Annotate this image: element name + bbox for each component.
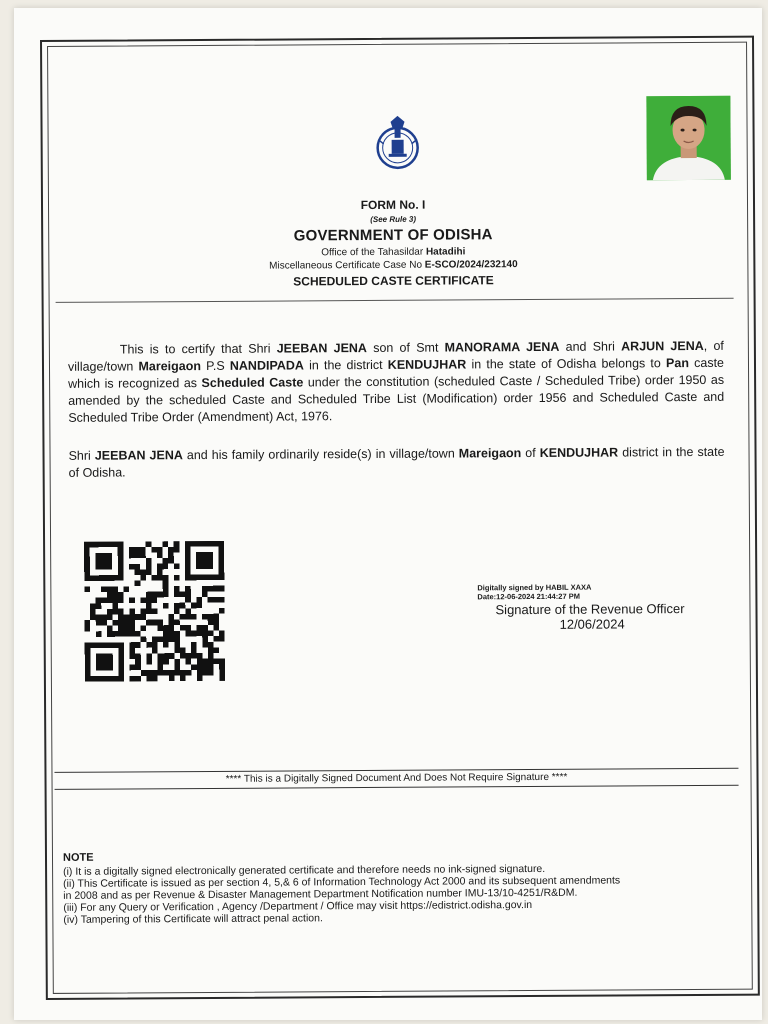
bold-field: Scheduled Caste — [201, 375, 304, 391]
certification-paragraph — [68, 338, 725, 427]
certificate-title: SCHEDULED CASTE CERTIFICATE — [293, 273, 494, 289]
signature-title: Signature of the Revenue Officer — [495, 601, 685, 618]
paragraph-text: district in the state of Odisha. — [68, 444, 725, 480]
paragraph-text: in the state of Odisha belongs to — [466, 356, 667, 372]
bold-field: ARJUN JENA — [621, 338, 704, 354]
bold-field: NANDIPADA — [229, 358, 304, 373]
note-item: (iii) For any Query or Verification , Agency /Department / Office may visit https://edistrict.odisha.gov.in — [63, 899, 533, 914]
signed-datetime: Date:12-06-2024 21:44:27 PM — [477, 591, 580, 602]
government-title: GOVERNMENT OF ODISHA — [293, 226, 493, 245]
paragraph-text: son of Smt — [366, 340, 445, 356]
case-number: E-SCO/2024/232140 — [424, 259, 518, 271]
paragraph-text: in the district — [303, 357, 388, 373]
paragraph-text: P.S — [200, 358, 230, 374]
paragraph-text: under the constitution (scheduled Caste / Scheduled Tribe) order 1950 as amended by the scheduled Caste and Scheduled Tribe List (Modification) order 1956 and Scheduled Caste and Scheduled Tribe Order (Amendment) Act, 1976. — [68, 372, 725, 425]
applicant-photo — [646, 96, 731, 181]
signature-date: 12/06/2024 — [559, 616, 625, 632]
bold-field: KENDUJHAR — [539, 445, 619, 460]
bold-field: KENDUJHAR — [387, 357, 467, 372]
paragraph-text: caste which is recognized as — [68, 355, 725, 391]
bold-field: MANORAMA JENA — [444, 339, 560, 355]
paragraph-text: , of village/town — [67, 338, 724, 374]
bold-field: JEEBAN JENA — [276, 341, 367, 356]
office-prefix: Office of the Tahasildar — [321, 246, 424, 259]
qr-code — [79, 541, 230, 682]
bold-field: JEEBAN JENA — [94, 448, 183, 463]
case-prefix: Miscellaneous Certificate Case No — [269, 259, 423, 272]
see-rule: (See Rule 3) — [370, 214, 417, 224]
bold-field: Mareigaon — [138, 359, 202, 374]
digital-signer: Digitally signed by HABIL XAXA — [477, 582, 592, 593]
paragraph-text: and his family ordinarily reside(s) in village/town — [182, 446, 459, 463]
bold-field: Pan — [665, 356, 689, 371]
paragraph-text: of — [521, 445, 540, 461]
note-section — [63, 848, 743, 926]
signature-block — [477, 582, 737, 633]
paragraph-text: and Shri — [559, 339, 622, 354]
note-title: NOTE — [62, 851, 94, 864]
digital-signature-disclaimer: **** This is a Digitally Signed Document And Does Not Require Signature **** — [54, 768, 738, 790]
form-number: FORM No. I — [360, 197, 426, 213]
office-name: Hatadihi — [425, 246, 466, 258]
residence-paragraph — [68, 444, 724, 482]
odisha-state-emblem-icon — [374, 114, 420, 172]
note-item: (iv) Tampering of this Certificate will attract penal action. — [63, 912, 323, 926]
note-item: (i) It is a digitally signed electronically generated certificate and therefore needs no ink-signed signature. — [63, 862, 546, 878]
bold-field: Mareigaon — [458, 446, 522, 461]
note-item: (ii) This Certificate is issued as per section 4, 5,& 6 of Information Technology Act 2000 and its subsequent amendments — [63, 874, 621, 890]
paragraph-text: This is to certify that Shri — [119, 341, 277, 357]
paragraph-text: Shri — [68, 448, 95, 463]
note-item: in 2008 and as per Revenue & Disaster Management Department Notification number IMU-13/10-4251/R&DM. — [63, 886, 578, 902]
certificate-frame — [40, 36, 760, 1000]
